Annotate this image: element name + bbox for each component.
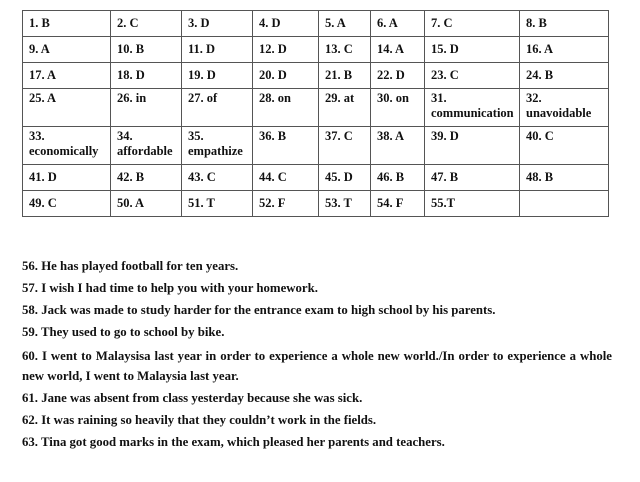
answer-cell: 2. C xyxy=(111,11,182,37)
answer-cell: 9. A xyxy=(23,37,111,63)
answer-cell: 20. D xyxy=(253,63,319,89)
answer-row xyxy=(23,37,609,63)
answer-cell: 1. B xyxy=(23,11,111,37)
answer-cell: 38. A xyxy=(371,127,425,165)
rewrite-sentence: 59. They used to go to school by bike. xyxy=(22,325,225,339)
answer-cell: 21. B xyxy=(319,63,371,89)
answer-row xyxy=(23,191,609,217)
rewrite-sentence: 57. I wish I had time to help you with your homework. xyxy=(22,281,318,295)
answer-cell: 45. D xyxy=(319,165,371,191)
answer-cell: 41. D xyxy=(23,165,111,191)
answer-cell: 11. D xyxy=(182,37,253,63)
rewrite-sentence: 63. Tina got good marks in the exam, which pleased her parents and teachers. xyxy=(22,435,445,449)
rewrite-sentence: 61. Jane was absent from class yesterday because she was sick. xyxy=(22,391,363,405)
answer-cell: 14. A xyxy=(371,37,425,63)
answer-cell: 30. on xyxy=(371,89,425,127)
answer-cell: 37. C xyxy=(319,127,371,165)
answer-cell: 7. C xyxy=(425,11,520,37)
answer-cell xyxy=(520,191,609,217)
answer-cell: 47. B xyxy=(425,165,520,191)
rewrite-sentence: 62. It was raining so heavily that they couldn’t work in the fields. xyxy=(22,413,377,427)
answer-cell: 43. C xyxy=(182,165,253,191)
answer-cell: 23. C xyxy=(425,63,520,89)
answer-row xyxy=(23,165,609,191)
rewrite-sentence: 60. I went to Malaysisa last year in order to experience a whole new world./In order to experience a whole new world, I went to Malaysia last year. xyxy=(22,349,612,383)
answer-cell: 44. C xyxy=(253,165,319,191)
answer-cell: 12. D xyxy=(253,37,319,63)
answer-cell: 27. of xyxy=(182,89,253,127)
answer-key-table xyxy=(22,10,609,217)
answer-cell: 54. F xyxy=(371,191,425,217)
answer-cell: 51. T xyxy=(182,191,253,217)
answer-cell: 3. D xyxy=(182,11,253,37)
rewrite-sentence: 56. He has played football for ten years. xyxy=(22,259,239,273)
answer-cell: 50. A xyxy=(111,191,182,217)
answer-cell: 36. B xyxy=(253,127,319,165)
answer-cell: 19. D xyxy=(182,63,253,89)
answer-cell: 53. T xyxy=(319,191,371,217)
answer-cell: 8. B xyxy=(520,11,609,37)
answer-row xyxy=(23,127,609,165)
answer-cell: 13. C xyxy=(319,37,371,63)
answer-row xyxy=(23,89,609,127)
answer-cell: 16. A xyxy=(520,37,609,63)
answer-row xyxy=(23,11,609,37)
answer-cell: 28. on xyxy=(253,89,319,127)
answer-cell: 4. D xyxy=(253,11,319,37)
answer-cell: 18. D xyxy=(111,63,182,89)
answer-cell: 40. C xyxy=(520,127,609,165)
answer-cell: 34. affordable xyxy=(111,127,182,165)
answer-cell: 52. F xyxy=(253,191,319,217)
answer-cell: 32. unavoidable xyxy=(520,89,609,127)
sentence-rewrite-answers xyxy=(22,258,612,456)
answer-cell: 42. B xyxy=(111,165,182,191)
answer-cell: 6. A xyxy=(371,11,425,37)
answer-row xyxy=(23,63,609,89)
answer-cell: 33. economically xyxy=(23,127,111,165)
answer-cell: 31. communication xyxy=(425,89,520,127)
answer-cell: 5. A xyxy=(319,11,371,37)
answer-cell: 25. A xyxy=(23,89,111,127)
answer-cell: 48. B xyxy=(520,165,609,191)
answer-cell: 46. B xyxy=(371,165,425,191)
answer-cell: 22. D xyxy=(371,63,425,89)
answer-cell: 10. B xyxy=(111,37,182,63)
rewrite-sentence: 58. Jack was made to study harder for the entrance exam to high school by his parents. xyxy=(22,303,496,317)
answer-cell: 39. D xyxy=(425,127,520,165)
answer-cell: 17. A xyxy=(23,63,111,89)
answer-cell: 24. B xyxy=(520,63,609,89)
answer-cell: 55.T xyxy=(425,191,520,217)
answer-cell: 15. D xyxy=(425,37,520,63)
answer-cell: 26. in xyxy=(111,89,182,127)
answer-cell: 29. at xyxy=(319,89,371,127)
answer-cell: 49. C xyxy=(23,191,111,217)
answer-cell: 35. empathize xyxy=(182,127,253,165)
